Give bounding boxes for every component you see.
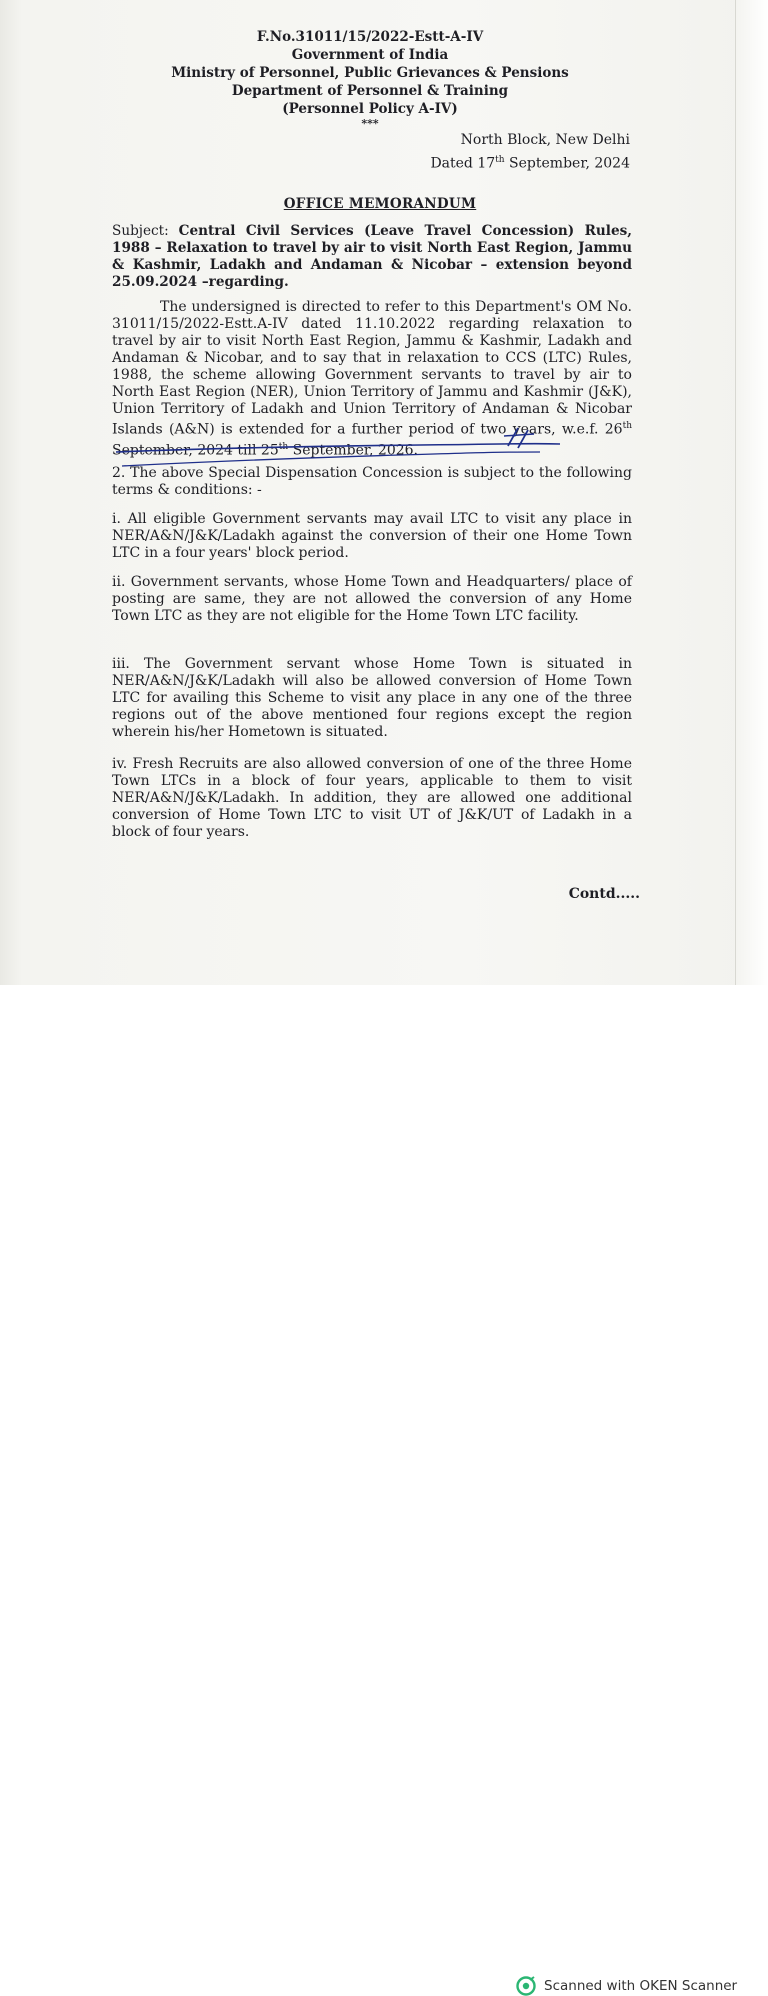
header-stars: *** [361,117,379,130]
subject-text: Central Civil Services (Leave Travel Concession) Rules, 1988 – Relaxation to travel by air to visit North East Region, Jammu & Kashmir, Ladakh and Andaman & Nicobar – extension beyond 25.09.2024 –regarding. [112,223,632,290]
section-name: (Personnel Policy A-IV) [282,101,458,117]
oken-scanner-logo-icon [516,1976,536,1996]
memo-title: OFFICE MEMORANDUM [283,196,477,212]
paragraph-1-text: The undersigned is directed to refer to this Department's OM No. 31011/15/2022-Estt.A-IV dated 11.10.2022 regarding relaxation to travel by air to visit North East Region, Jammu & Kashmir, Ladakh and Andaman & Nicobar, and to say that in relaxation to CCS (LTC) Rules, 1988, the scheme allowing Government servants to travel by air to North East Region (NER), Union Territory of Jammu and Kashmir (J&K), Union Territory of Ladakh and Union Territory of Andaman & Nicobar Islands (A&N) is extended for a further period of two years, w.e.f. 26 [112,299,632,438]
paragraph-1-ordinal-1: th [622,421,632,431]
paragraph-1-ordinal-2: th [278,441,289,452]
document-page [0,0,768,985]
place-location: North Block, New Delhi [460,132,630,148]
paragraph-1-mid: September, 2024 till 25 [112,442,279,459]
continued-marker: Contd..... [568,886,640,902]
date-line [400,150,630,174]
condition-iv: iv. Fresh Recruits are also allowed conversion of one of the three Home Town LTCs in a block of four years, applicable to them to visit NER/A&N/J&K/Ladakh. In addition, they are allowed one additional conversion of Home Town LTC to visit UT of J&K/UT of Ladakh in a block of four years. [112,756,632,840]
date-suffix: September, 2024 [504,155,630,172]
file-number: F.No.31011/15/2022-Estt-A-IV [256,29,484,45]
date-ordinal: th [495,155,505,165]
paper-edge [734,0,768,985]
subject-label: Subject: [112,223,179,239]
paragraph-1-end: September, 2026. [288,442,419,459]
condition-ii: ii. Government servants, whose Home Town and Headquarters/ place of posting are same, they are not allowed the conversion of any Home Town LTC as they are not eligible for the Home Town LTC facility. [112,574,632,624]
scanner-label: Scanned with OKEN Scanner [544,1978,738,1994]
scanner-watermark-bar [0,985,768,1994]
department-name: Department of Personnel & Training [231,83,509,99]
paper-edge-line [735,0,736,985]
government-name: Government of India [291,47,449,63]
condition-iii: iii. The Government servant whose Home Town is situated in NER/A&N/J&K/Ladakh will also be allowed conversion of Home Town LTC for availing this Scheme to visit any place in any one of the three regions out of the above mentioned four regions except the region wherein his/her Hometown is situated. [112,656,632,740]
ministry-name: Ministry of Personnel, Public Grievances & Pensions [171,65,569,81]
condition-i: i. All eligible Government servants may avail LTC to visit any place in NER/A&N/J&K/Ladakh against the conversion of their one Home Town LTC in a four years' block period. [112,511,632,561]
paragraph-1 [112,299,632,459]
letterhead [150,28,590,130]
subject-paragraph [112,223,632,291]
date-prefix: Dated 17 [430,155,496,172]
scanner-watermark [516,1976,737,1996]
paragraph-2: 2. The above Special Dispensation Concession is subject to the following terms & conditions: - [112,465,632,498]
